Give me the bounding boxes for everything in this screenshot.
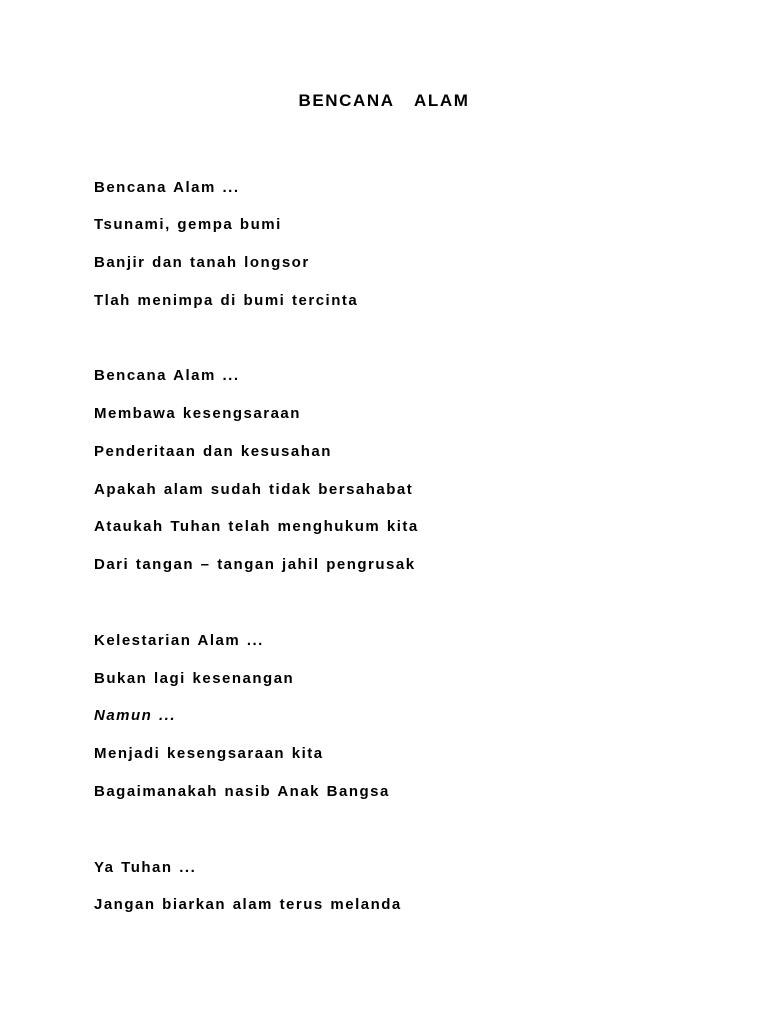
poem-line: Ya Tuhan ... bbox=[94, 859, 197, 876]
poem-line: Tsunami, gempa bumi bbox=[94, 216, 282, 233]
poem-line: Banjir dan tanah longsor bbox=[94, 254, 310, 271]
poem-line: Ataukah Tuhan telah menghukum kita bbox=[94, 518, 419, 535]
poem-line: Menjadi kesengsaraan kita bbox=[94, 745, 324, 762]
poem-title: BENCANA ALAM bbox=[298, 91, 470, 110]
poem-line: Bukan lagi kesenangan bbox=[94, 670, 295, 687]
poem-line: Bencana Alam ... bbox=[94, 367, 240, 384]
poem-line: Membawa kesengsaraan bbox=[94, 405, 301, 422]
poem-line: Penderitaan dan kesusahan bbox=[94, 443, 332, 460]
poem-line: Dari tangan – tangan jahil pengrusak bbox=[94, 556, 416, 573]
poem-line: Jangan biarkan alam terus melanda bbox=[94, 896, 402, 913]
poem-line: Kelestarian Alam ... bbox=[94, 632, 264, 649]
poem-line: Bagaimanakah nasib Anak Bangsa bbox=[94, 783, 390, 800]
poem-line: Apakah alam sudah tidak bersahabat bbox=[94, 481, 414, 498]
poem-line: Bencana Alam ... bbox=[94, 179, 240, 196]
poem-line-italic: Namun ... bbox=[94, 707, 177, 724]
poem-line: Tlah menimpa di bumi tercinta bbox=[94, 292, 359, 309]
